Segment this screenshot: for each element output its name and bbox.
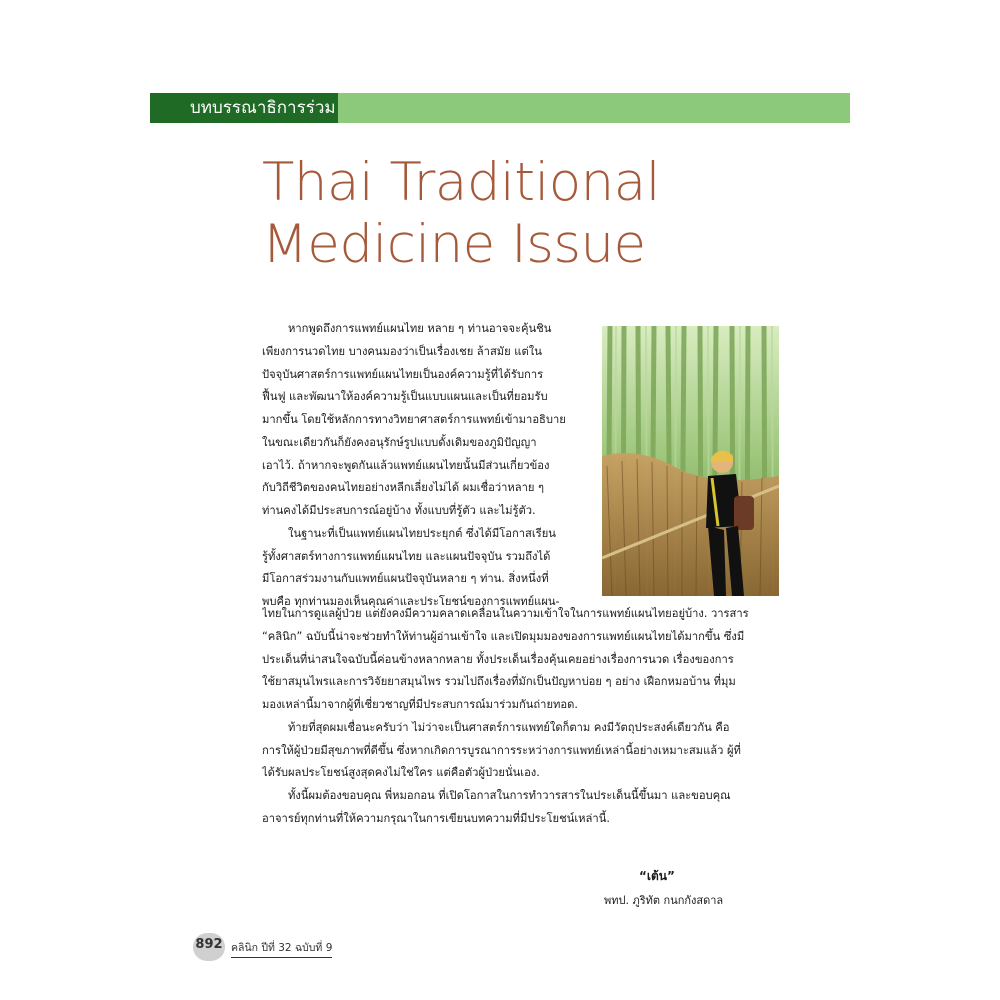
text-line: ท่านคงได้มีประสบการณ์อยู่บ้าง ทั้งแบบที่รู้ตัว และไม่รู้ตัว. — [262, 504, 536, 517]
text-line: ฟื้นฟู และพัฒนาให้องค์ความรู้เป็นแบบแผนและเป็นที่ยอมรับ — [262, 390, 548, 404]
text-line: ได้รับผลประโยชน์สูงสุดคงไม่ใช่ใคร แต่คือตัวผู้ป่วยนั่นเอง. — [262, 766, 540, 780]
text-line: กับวิถีชีวิตของคนไทยอย่างหลีกเลี่ยงไม่ได้ ผมเชื่อว่าหลาย ๆ — [262, 481, 545, 495]
text-line: พบคือ ทุกท่านมองเห็นคุณค่าและประโยชน์ของการแพทย์แผน- — [262, 595, 560, 608]
text-line: เพียงการนวดไทย บางคนมองว่าเป็นเรื่องเชย ล้าสมัย แต่ใน — [262, 344, 542, 358]
text-line: ในขณะเดียวกันก็ยังคงอนุรักษ์รูปแบบดั้งเดิมของภูมิปัญญา — [262, 435, 537, 449]
text-line: อาจารย์ทุกท่านที่ให้ความกรุณาในการเขียนบทความที่มีประโยชน์เหล่านี้. — [262, 811, 610, 825]
text-line: รู้ทั้งศาสตร์ทางการแพทย์แผนไทย และแผนปัจจุบัน รวมถึงได้ — [262, 549, 551, 563]
text-line: ท้ายที่สุดผมเชื่อนะครับว่า ไม่ว่าจะเป็นศาสตร์การแพทย์ใดก็ตาม คงมีวัตถุประสงค์เดียวกัน คือ — [288, 720, 730, 734]
paragraph-1 — [262, 318, 587, 523]
text-line: “คลินิก” ฉบับนี้น่าจะช่วยทำให้ท่านผู้อ่านเข้าใจ และเปิดมุมมองของการแพทย์แผนไทยได้มากขึ้น ซึ่งมี — [262, 629, 745, 643]
section-label: บทบรรณาธิการร่วม — [190, 98, 336, 118]
text-line: มองเหล่านี้มาจากผู้ที่เชี่ยวชาญที่มีประสบการณ์มาร่วมกันถ่ายทอด. — [262, 698, 578, 711]
text-line: หากพูดถึงการแพทย์แผนไทย หลาย ๆ ท่านอาจจะคุ้นชิน — [288, 322, 552, 335]
article-title — [262, 152, 782, 276]
paragraph-3 — [262, 717, 780, 785]
text-line: ในฐานะที่เป็นแพทย์แผนไทยประยุกต์ ซึ่งได้มีโอกาสเรียน — [288, 526, 556, 540]
text-line: มากขึ้น โดยใช้หลักการทางวิทยาศาสตร์การแพทย์เข้ามาอธิบาย — [262, 413, 566, 426]
paragraph-4 — [262, 785, 780, 831]
body-text-narrow-column — [262, 318, 587, 614]
body-text-wide-column — [262, 603, 780, 831]
title-line-2: Medicine Issue — [262, 214, 646, 275]
page-number: 892 — [195, 937, 223, 952]
text-line: ไทยในการดูแลผู้ป่วย แต่ยังคงมีความคลาดเคลื่อนในความเข้าใจในการแพทย์แผนไทยอยู่บ้าง. วารสาร — [262, 607, 749, 620]
title-line-1: Thai Traditional — [262, 152, 660, 213]
text-line: ปัจจุบันศาสตร์การแพทย์แผนไทยเป็นองค์ความรู้ที่ได้รับการ — [262, 367, 544, 381]
text-line: มีโอกาสร่วมงานกับแพทย์แผนปัจจุบันหลาย ๆ ท่าน. สิ่งหนึ่งที่ — [262, 572, 549, 586]
paragraph-2-continued — [262, 603, 780, 717]
paragraph-2-start — [262, 523, 587, 614]
text-line: ประเด็นที่น่าสนใจฉบับนี้ค่อนข้างหลากหลาย ทั้งประเด็นเรื่องคุ้นเคยอย่างเรื่องการนวด เรื่องของการ — [262, 652, 734, 666]
journal-issue-label: คลินิก ปีที่ 32 ฉบับที่ 9 — [231, 939, 332, 958]
text-line: ใช้ยาสมุนไพรและการวิจัยยาสมุนไพร รวมไปถึงเรื่องที่มักเป็นปัญหาบ่อย ๆ อย่าง เฝือกหมอบ้าน ที่มุม — [262, 675, 736, 689]
text-line: การให้ผู้ป่วยมีสุขภาพที่ดีขึ้น ซึ่งหากเกิดการบูรณาการระหว่างการแพทย์เหล่านี้อย่างเหมาะสมแล้ว ผู้ที่ — [262, 743, 741, 757]
author-name: พทป. ภูริทัต กนกกังสดาล — [604, 894, 724, 907]
text-line: เอาไว้. ถ้าหากจะพูดกันแล้วแพทย์แผนไทยนั้นมีส่วนเกี่ยวข้อง — [262, 458, 550, 472]
section-header-bar — [150, 93, 850, 123]
text-line: ทั้งนี้ผมต้องขอบคุณ พี่หมอกอน ที่เปิดโอกาสในการทำวารสารในประเด็นนี้ขึ้นมา และขอบคุณ — [288, 789, 731, 802]
author-nickname: “เต้น” — [639, 869, 675, 883]
bamboo-forest-photo — [602, 326, 779, 596]
